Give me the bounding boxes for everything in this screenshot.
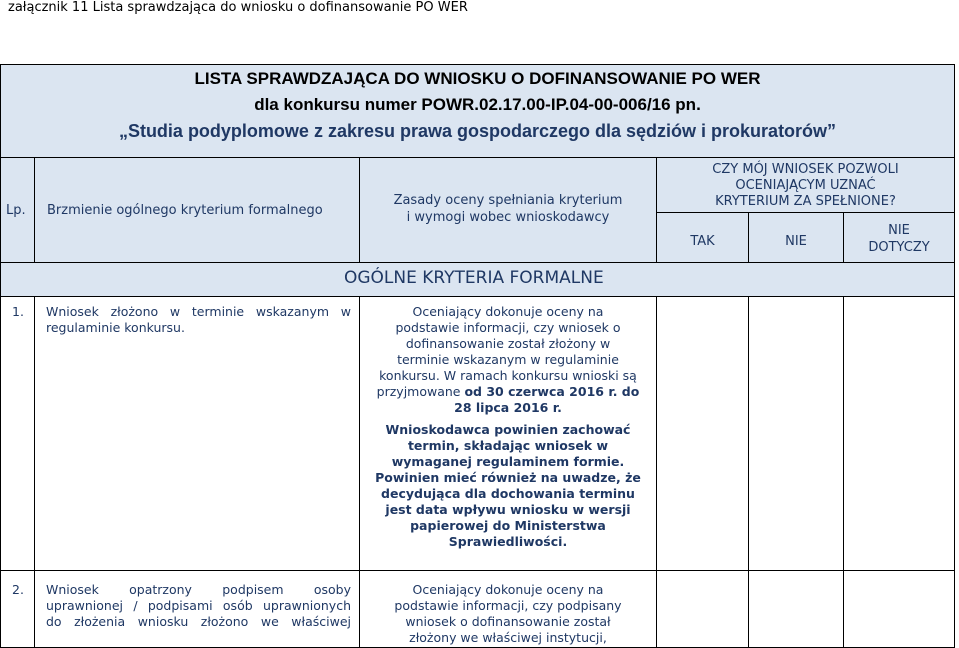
row-1-rules-text: przyjmowane: [376, 384, 465, 399]
header-na-line2: DOTYCZY: [868, 240, 930, 255]
row-2-criterion-line3: do złożenia wniosku złożono we właściwej: [46, 614, 351, 629]
row-2-rules-line: złożony we właściwej instytucji,: [409, 630, 607, 645]
header-question-line3: KRYTERIUM ZA SPEŁNIONE?: [715, 194, 896, 209]
row-1-rules-deadline-end: 28 lipca 2016 r.: [454, 400, 562, 415]
row-1-rules-line: podstawie informacji, czy wniosek o: [395, 320, 621, 335]
header-lp: Lp.: [6, 203, 26, 218]
header-criterion: Brzmienie ogólnego kryterium formalnego: [47, 203, 323, 218]
table-border: [0, 157, 955, 158]
row-1-number: 1.: [12, 304, 24, 319]
document-title: LISTA SPRAWDZAJĄCA DO WNIOSKU O DOFINANSOWANIE PO WER: [194, 69, 761, 88]
header-na-line1: NIE: [888, 223, 910, 238]
row-1-rules-line: Oceniający dokonuje oceny na: [412, 304, 604, 319]
row-2-rules-line: wniosek o dofinansowanie został: [405, 614, 611, 629]
table-border: [34, 296, 35, 648]
table-border: [748, 296, 749, 648]
table-border: [0, 64, 955, 65]
row-1-note-line: jest data wpływu wniosku w wersji: [385, 502, 631, 517]
row-1-note-line: termin, składając wniosek w: [407, 438, 609, 453]
row-1-rules-deadline: od 30 czerwca 2016 r. do: [464, 384, 640, 399]
header-question-line2: OCENIAJĄCYM UZNAĆ: [735, 178, 876, 193]
row-1-rules-line: [360, 384, 656, 400]
row-1-note-line: Powinien mieć również na uwadze, że: [375, 470, 641, 485]
row-1-rules-line: terminie wskazanym w regulaminie: [397, 352, 619, 367]
table-border: [843, 296, 844, 648]
section-title: OGÓLNE KRYTERIA FORMALNE: [344, 268, 604, 288]
row-1-note-line: Sprawiedliwości.: [448, 534, 568, 549]
row-1-criterion-line1: Wniosek złożono w terminie wskazanym w: [46, 304, 351, 319]
competition-name: „Studia podyplomowe z zakresu prawa gospodarczego dla sędziów i prokuratorów”: [118, 121, 837, 141]
row-2-rules-line: podstawie informacji, czy podpisany: [394, 598, 622, 613]
row-1-rules-line: konkursu. W ramach konkursu wnioski są: [379, 368, 637, 383]
competition-number: dla konkursu numer POWR.02.17.00-IP.04-00-006/16 pn.: [254, 95, 701, 114]
table-border: [656, 212, 955, 213]
row-2-number: 2.: [12, 582, 24, 597]
header-question-line1: CZY MÓJ WNIOSEK POZWOLI: [712, 162, 899, 177]
row-1-note-line: papierowej do Ministerstwa: [410, 518, 606, 533]
header-rules-line2: i wymogi wobec wnioskodawcy: [406, 210, 610, 225]
row-1-criterion-line2: regulaminie konkursu.: [46, 320, 185, 335]
table-border: [656, 296, 657, 648]
row-1-note-line: wymaganej regulaminem formie.: [391, 454, 625, 469]
header-no: NIE: [785, 234, 807, 249]
row-1-note-line: decydująca dla dochowania terminu: [381, 486, 635, 501]
table-border: [0, 262, 955, 263]
row-2-criterion-line1: Wniosek opatrzony podpisem osoby: [46, 582, 351, 597]
table-border: [954, 64, 955, 648]
row-1-note-line: Wnioskodawca powinien zachować: [385, 422, 631, 437]
row-2-criterion-line2: uprawnionej / podpisami osób uprawnionych: [46, 598, 351, 613]
row-1-rules-line: dofinansowanie został złożony w: [405, 336, 611, 351]
table-border: [0, 64, 1, 648]
table-border: [0, 296, 955, 297]
header-rules-line1: Zasady oceny spełniania kryterium: [393, 193, 623, 208]
table-border: [34, 157, 35, 262]
table-border: [0, 570, 955, 571]
header-yes: TAK: [690, 234, 715, 249]
title-block: [0, 64, 955, 157]
row-2-rules-line: Oceniający dokonuje oceny na: [412, 582, 604, 597]
document-caption: załącznik 11 Lista sprawdzająca do wniosku o dofinansowanie PO WER: [8, 0, 468, 15]
